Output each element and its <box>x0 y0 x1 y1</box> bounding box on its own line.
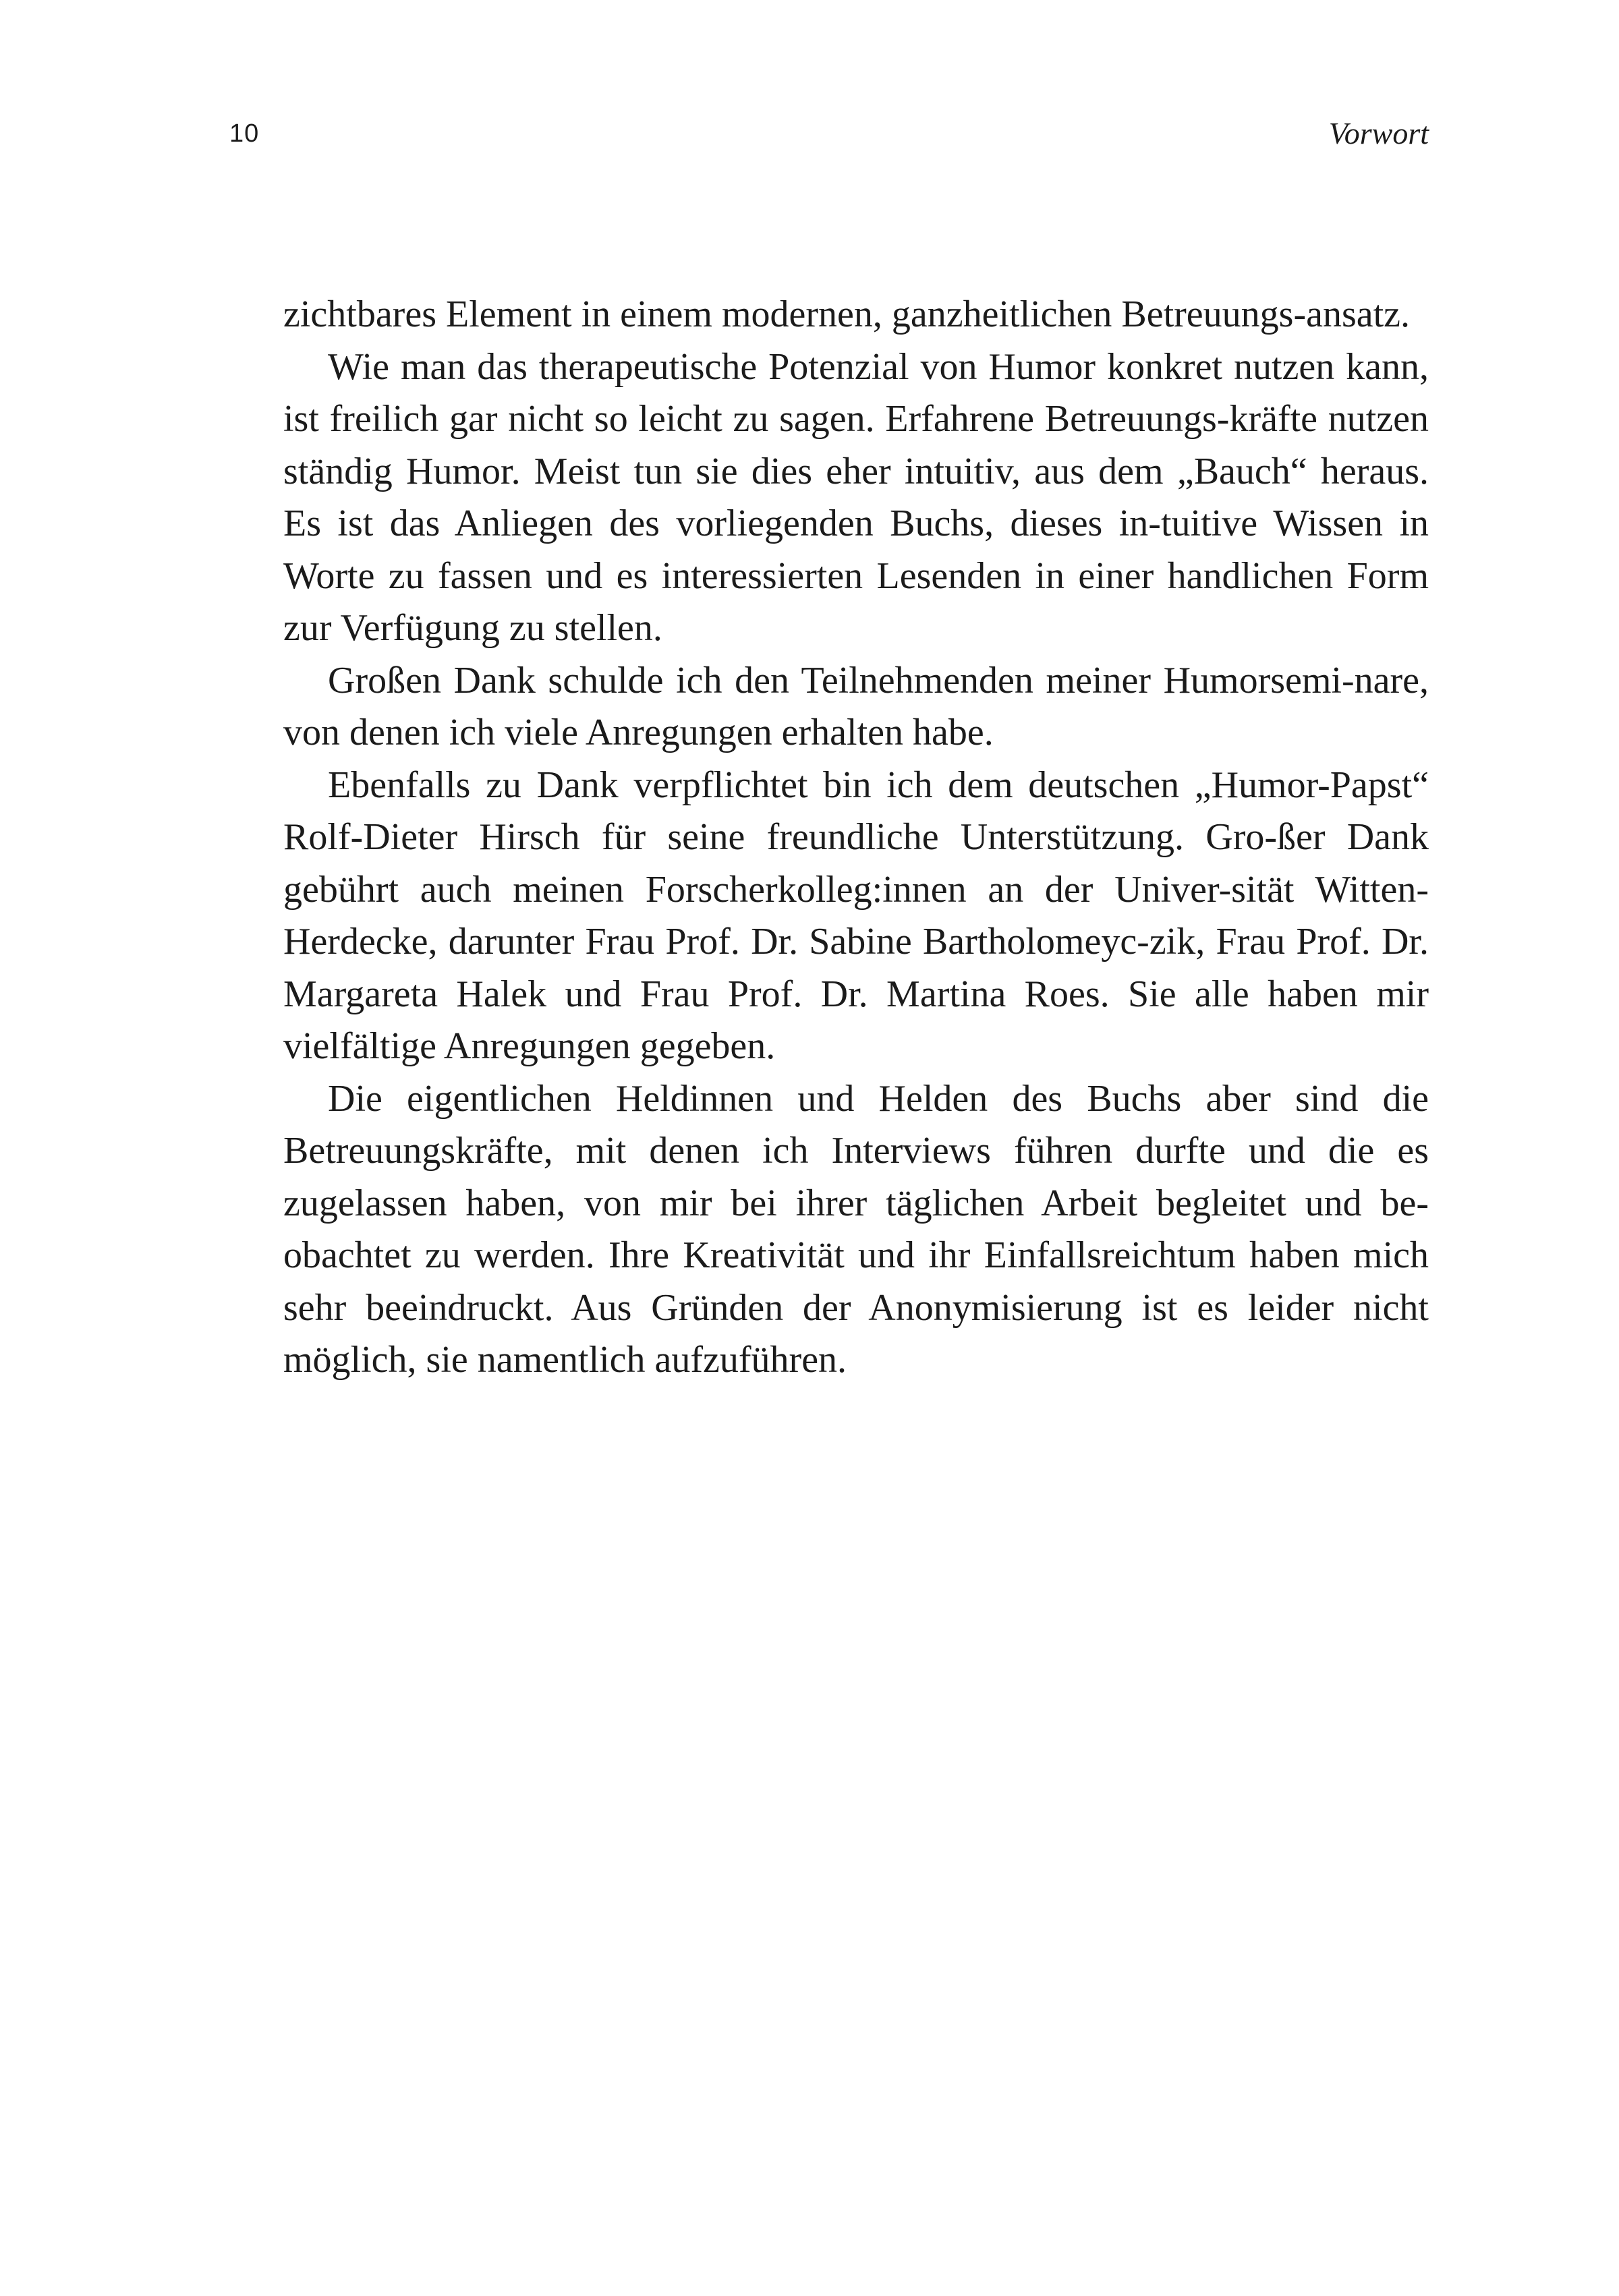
paragraph-humor-potential: Wie man das therapeutische Potenzial von Humor konkret nutzen kann, ist freilich gar nicht so leicht zu sagen. Erfahrene Betreuungs-kräfte nutzen ständig Humor. Meist tun sie dies eher intuitiv, aus dem „Bauch“ heraus. Es ist das Anliegen des vorliegenden Buchs, dieses in-tuitive Wissen in Worte zu fassen und es interessierten Lesenden in einer handlichen Form zur Verfügung zu stellen. <box>283 345 1429 649</box>
body-text <box>283 289 1429 1387</box>
paragraph-continuation: zichtbares Element in einem modernen, ganzheitlichen Betreuungs-ansatz. <box>283 293 1411 335</box>
page-header <box>229 113 1429 154</box>
paragraph-thanks-participants: Großen Dank schulde ich den Teilnehmenden meiner Humorsemi-nare, von denen ich viele Anregungen erhalten habe. <box>283 659 1429 753</box>
paragraph-thanks-colleagues: Ebenfalls zu Dank verpflichtet bin ich dem deutschen „Humor-Papst“ Rolf-Dieter Hirsch für seine freundliche Unterstützung. Gro-ßer Dank gebührt auch meinen Forscherkolleg:innen an der Univer-sität Witten-Herdecke, darunter Frau Prof. Dr. Sabine Bartholomeyc-zik, Frau Prof. Dr. Margareta Halek und Frau Prof. Dr. Martina Roes. Sie alle haben mir vielfältige Anregungen gegeben. <box>283 764 1429 1067</box>
running-head: Vorwort <box>1328 116 1429 150</box>
paragraph-heroes: Die eigentlichen Heldinnen und Helden des Buchs aber sind die Betreuungskräfte, mit denen ich Interviews führen durfte und die es zugelassen haben, von mir bei ihrer täglichen Arbeit begleitet und be-obachtet zu werden. Ihre Kreativität und ihr Einfallsreichtum haben mich sehr beeindruckt. Aus Gründen der Anonymisierung ist es leider nicht möglich, sie namentlich aufzuführen. <box>283 1077 1429 1381</box>
page-number: 10 <box>229 119 260 148</box>
